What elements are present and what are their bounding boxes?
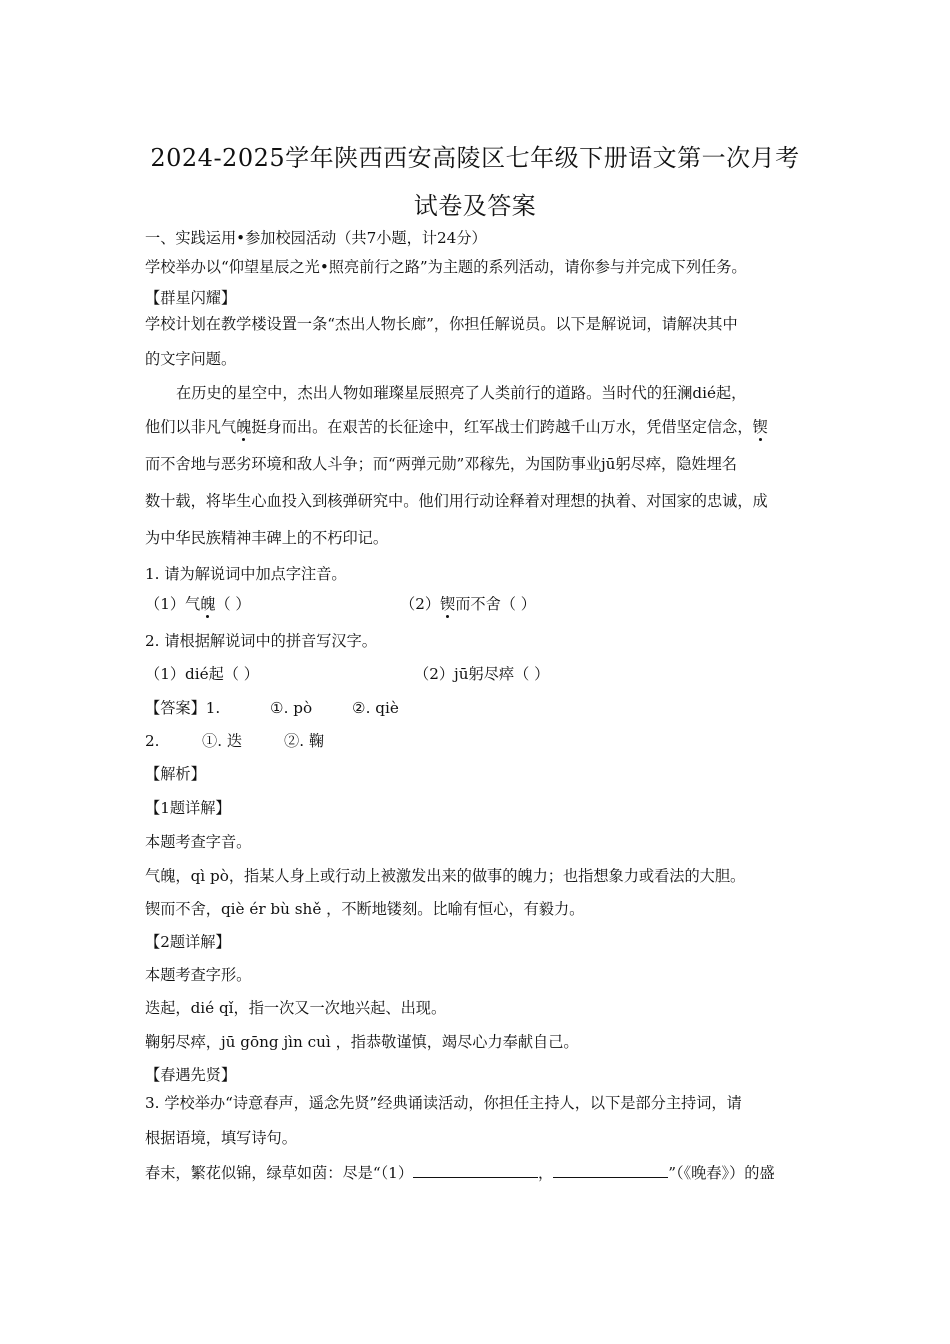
question-2-option-a: （1）dié起（ ） [145,665,259,683]
question-3-stem-line1: 3. 学校举办“诗意春声，遥念先贤”经典诵读活动，你担任主持人，以下是部分主持词，请 [145,1094,742,1112]
option-text: （2） [400,595,441,613]
passage-line2 [145,417,768,437]
answer-2-item2: ②. 鞠 [284,732,325,750]
question-3-fill-line [145,1163,775,1183]
fill-text: 春末，繁花似锦，绿草如茵：尽是“（1） [145,1164,414,1182]
dotted-char: 魄 [236,418,252,436]
task-text-line1: 学校计划在教学楼设置一条“杰出人物长廊”，你担任解说员。以下是解说词，请解决其中 [145,315,738,333]
passage-line3: 而不舍地与恶劣环境和敌人斗争；而“两弹元勋”邓稼先，为国防事业jū躬尽瘁，隐姓埋名 [145,455,737,473]
question-1-option-b [400,594,536,614]
analysis-label: 【解析】 [145,765,206,783]
question-2-option-b: （2）jū躬尽瘁（ ） [414,665,550,683]
answer-line1 [145,698,220,718]
dotted-char: 锲 [440,595,456,613]
dotted-char: 锲 [752,418,768,436]
answer-2-number: 2. [145,732,160,750]
fill-text: ”（《晚春》）的盛 [668,1164,775,1182]
passage-line1: 在历史的星空中，杰出人物如璀璨星辰照亮了人类前行的道路。当时代的狂澜dié起， [176,384,747,402]
question-1-stem: 1. 请为解说词中加点字注音。 [145,565,347,583]
option-text: （ ） [215,595,251,613]
answer-label: 【答案】1. [145,699,221,717]
exam-title-line1: 2024-2025学年陕西西安高陵区七年级下册语文第一次月考 [150,144,800,172]
exam-title-line2: 试卷及答案 [413,192,537,220]
question-3-stem-line2: 根据语境，填写诗句。 [145,1129,297,1147]
answer-blank-2[interactable] [553,1163,668,1178]
analysis-2-line2: 迭起，dié qǐ，指一次又一次地兴起、出现。 [145,999,447,1017]
analysis-1-line1: 本题考查字音。 [145,833,252,851]
dotted-char: 魄 [200,595,216,613]
passage-line5: 为中华民族精神丰碑上的不朽印记。 [145,529,388,547]
answer-blank-1[interactable] [413,1163,538,1178]
answer-2-item1: ①. 迭 [202,732,243,750]
option-text: （1）气 [145,595,201,613]
analysis-1-line2: 气魄，qì pò，指某人身上或行动上被激发出来的做事的魄力；也指想象力或看法的大胆。 [145,867,746,885]
option-text: 而不舍（ ） [455,595,536,613]
subsection-title-stars: 【群星闪耀】 [145,289,237,307]
section-heading: 一、实践运用•参加校园活动（共7小题，计24分） [145,229,487,247]
analysis-1-line3: 锲而不舍，qiè ér bù shě ，不断地镂刻。比喻有恒心，有毅力。 [145,900,585,918]
answer-1-item1: ①. pò [270,699,313,717]
analysis-2-heading: 【2题详解】 [145,933,231,951]
question-2-stem: 2. 请根据解说词中的拼音写汉字。 [145,632,377,650]
analysis-2-line1: 本题考查字形。 [145,966,252,984]
passage-line4: 数十载，将毕生心血投入到核弹研究中。他们用行动诠释着对理想的执着、对国家的忠诚，成 [145,492,768,510]
question-1-option-a [145,594,251,614]
subsection-title-spring: 【春遇先贤】 [145,1066,237,1084]
fill-text: ， [538,1164,554,1182]
analysis-2-line3: 鞠躬尽瘁，jū gōng jìn cuì ，指恭敬谨慎，竭尽心力奉献自己。 [145,1033,579,1051]
task-text-line2: 的文字问题。 [145,350,237,368]
section-intro: 学校举办以“仰望星辰之光•照亮前行之路”为主题的系列活动，请你参与并完成下列任务。 [145,258,747,276]
answer-1-item2: ②. qiè [352,699,399,717]
analysis-1-heading: 【1题详解】 [145,799,231,817]
passage-text: 挺身而出。在艰苦的长征途中，红军战士们跨越千山万水，凭借坚定信念， [251,418,753,436]
passage-text: 他们以非凡气 [145,418,237,436]
